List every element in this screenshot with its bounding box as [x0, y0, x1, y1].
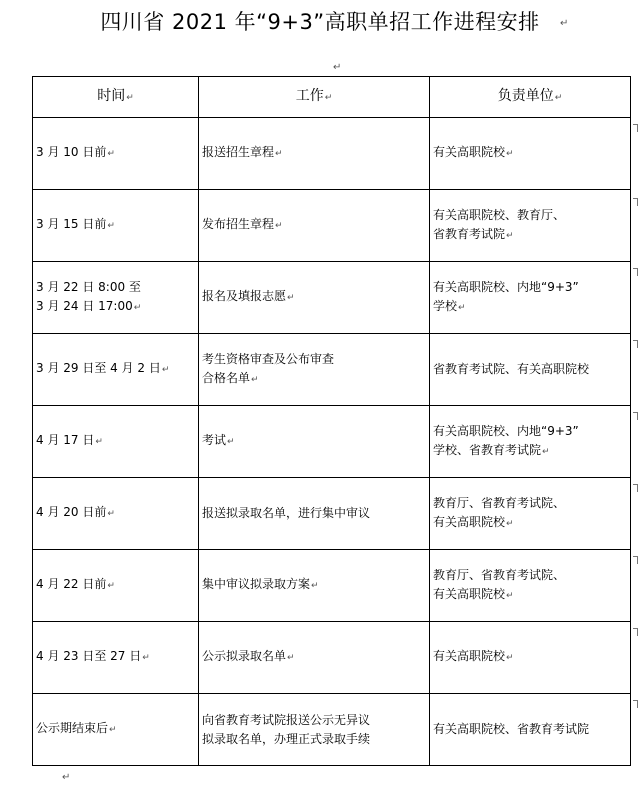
page-title: 四川省 2021 年“9+3”高职单招工作进程安排 — [100, 10, 540, 34]
cell-time: 3 月 15 日前↵ — [33, 190, 199, 262]
cell-task: 考试↵ — [199, 406, 430, 478]
cell-time: 4 月 20 日前↵ — [33, 478, 199, 550]
row-end-mark — [633, 340, 638, 348]
row-end-mark — [633, 628, 638, 636]
cell-time: 4 月 17 日↵ — [33, 406, 199, 478]
schedule-table — [32, 76, 631, 766]
cell-task: 考生资格审查及公布审查 合格名单↵ — [199, 334, 430, 406]
cell-task: 集中审议拟录取方案↵ — [199, 550, 430, 622]
header-unit: 负责单位↵ — [430, 77, 631, 118]
paragraph-mark: ↵ — [333, 62, 342, 73]
end-paragraph-mark: ↵ — [62, 772, 71, 783]
cell-task: 报送招生章程↵ — [199, 118, 430, 190]
cell-unit: 教育厅、省教育考试院、 有关高职院校↵ — [430, 478, 631, 550]
row-end-mark — [633, 556, 638, 564]
cell-task: 报送拟录取名单，进行集中审议 — [199, 478, 430, 550]
table-row — [33, 262, 631, 334]
table-row — [33, 622, 631, 694]
table-row — [33, 190, 631, 262]
row-end-mark — [633, 268, 638, 276]
cell-time: 3 月 10 日前↵ — [33, 118, 199, 190]
row-end-mark — [633, 484, 638, 492]
header-time: 时间↵ — [33, 77, 199, 118]
cell-unit: 有关高职院校、教育厅、 省教育考试院↵ — [430, 190, 631, 262]
row-end-mark — [633, 198, 638, 206]
cell-time: 4 月 22 日前↵ — [33, 550, 199, 622]
cell-task: 发布招生章程↵ — [199, 190, 430, 262]
cell-task: 向省教育考试院报送公示无异议 拟录取名单，办理正式录取手续 — [199, 694, 430, 766]
table-row — [33, 118, 631, 190]
table-row — [33, 478, 631, 550]
cell-unit: 有关高职院校、内地“9+3” 学校、省教育考试院↵ — [430, 406, 631, 478]
cell-unit: 教育厅、省教育考试院、 有关高职院校↵ — [430, 550, 631, 622]
cell-unit: 有关高职院校↵ — [430, 622, 631, 694]
table-row — [33, 334, 631, 406]
cell-time: 3 月 29 日至 4 月 2 日↵ — [33, 334, 199, 406]
table-row — [33, 406, 631, 478]
cell-time: 3 月 22 日 8:00 至 3 月 24 日 17:00↵ — [33, 262, 199, 334]
table-row — [33, 694, 631, 766]
cell-unit: 有关高职院校、省教育考试院 — [430, 694, 631, 766]
table-header-row — [33, 77, 631, 118]
row-end-mark — [633, 124, 638, 132]
table-row — [33, 550, 631, 622]
cell-time: 公示期结束后↵ — [33, 694, 199, 766]
cell-task: 公示拟录取名单↵ — [199, 622, 430, 694]
row-end-mark — [633, 700, 638, 708]
cell-unit: 省教育考试院、有关高职院校 — [430, 334, 631, 406]
header-task: 工作↵ — [199, 77, 430, 118]
cell-task: 报名及填报志愿↵ — [199, 262, 430, 334]
cell-unit: 有关高职院校、内地“9+3” 学校↵ — [430, 262, 631, 334]
row-end-mark — [633, 412, 638, 420]
cell-unit: 有关高职院校↵ — [430, 118, 631, 190]
title-paragraph-mark: ↵ — [560, 18, 569, 29]
cell-time: 4 月 23 日至 27 日↵ — [33, 622, 199, 694]
